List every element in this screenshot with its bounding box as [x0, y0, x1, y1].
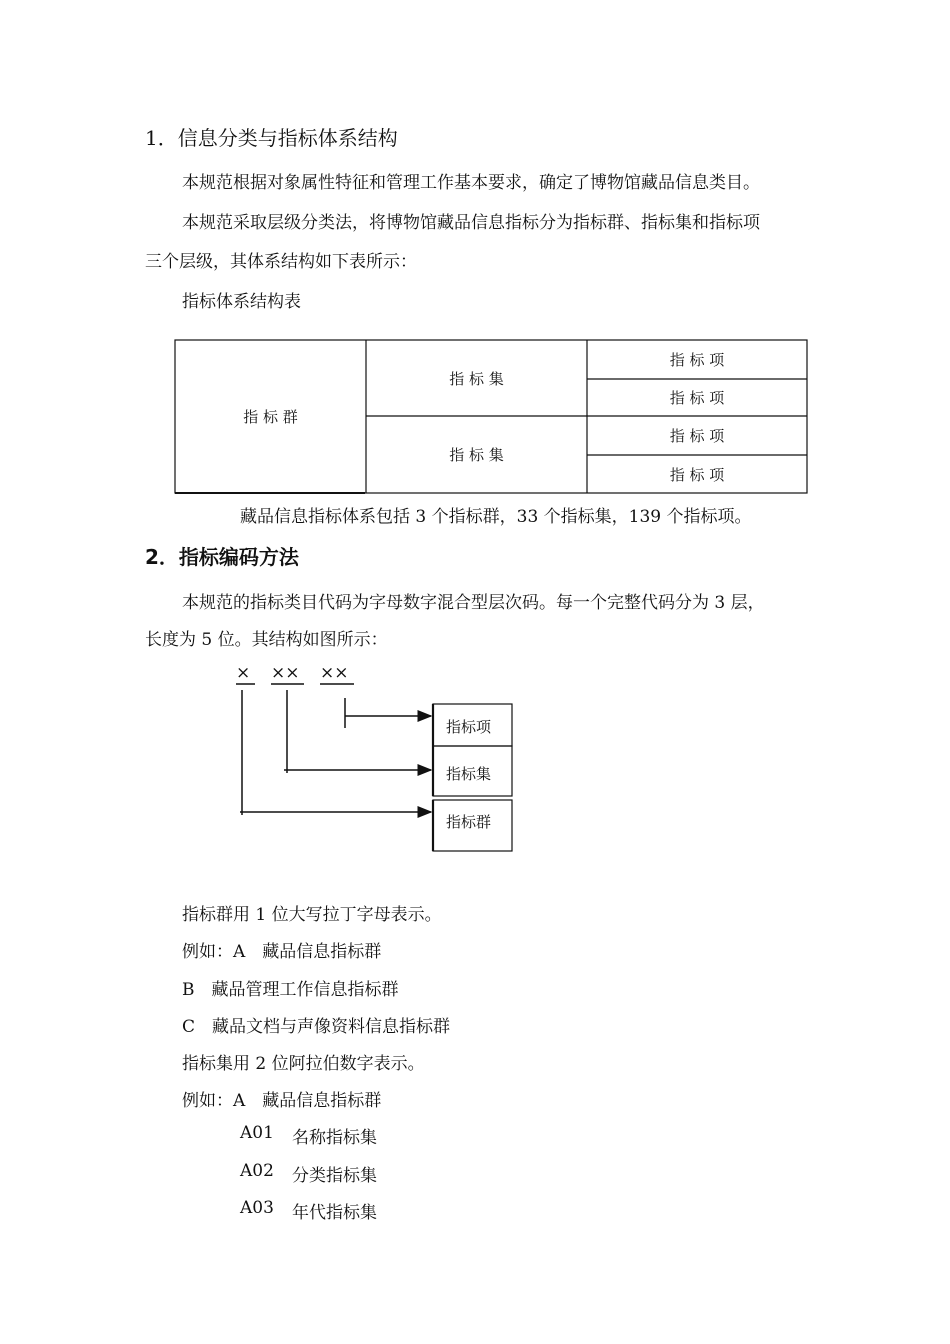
cell-text: 指 标 项 [669, 351, 725, 369]
text-line: B 藏品管理工作信息指标群 [182, 980, 399, 1000]
text-line: 指标集用 2 位阿拉伯数字表示。 [182, 1054, 425, 1074]
example-name: 年代指标集 [292, 1203, 377, 1223]
text-line: C 藏品文档与声像资料信息指标群 [182, 1017, 451, 1037]
summary-text: 藏品信息指标体系包括 3 个指标群，33 个指标集，139 个指标项。 [240, 507, 752, 527]
paragraph: 本规范根据对象属性特征和管理工作基本要求，确定了博物馆藏品信息类目。 [182, 173, 760, 193]
paragraph: 本规范的指标类目代码为字母数字混合型层次码。每一个完整代码分为 3 层， [182, 593, 765, 613]
section-1-heading: 1．信息分类与指标体系结构 [145, 126, 398, 150]
cell-text: 指 标 项 [669, 465, 725, 484]
paragraph: 三个层级，其体系结构如下表所示： [145, 252, 417, 272]
cell-text: 指 标 项 [669, 389, 725, 407]
code-part-1: × [236, 663, 251, 683]
box-label-set: 指标集 [446, 765, 492, 783]
cell-text: 指 标 集 [449, 369, 504, 388]
example-name: 名称指标集 [292, 1128, 377, 1148]
cell-text: 指 标 项 [669, 427, 725, 445]
cell-text: 指 标 群 [243, 408, 298, 426]
box-label-group: 指标群 [446, 813, 492, 831]
section-2-heading: 2．指标编码方法 [145, 545, 299, 569]
code-part-2: ×× [271, 663, 300, 683]
paragraph: 长度为 5 位。其结构如图所示： [145, 630, 388, 650]
text-line: 例如：A 藏品信息指标群 [182, 1091, 382, 1111]
example-code: A03 [240, 1198, 274, 1218]
box-label-item: 指标项 [446, 718, 492, 736]
cell-text: 指 标 集 [449, 446, 504, 464]
table-caption: 指标体系结构表 [182, 292, 301, 312]
paragraph: 本规范采取层级分类法，将博物馆藏品信息指标分为指标群、指标集和指标项 [182, 213, 760, 233]
example-code: A01 [240, 1123, 274, 1143]
example-name: 分类指标集 [292, 1166, 377, 1186]
text-line: 指标群用 1 位大写拉丁字母表示。 [182, 905, 442, 925]
code-part-3: ×× [320, 663, 349, 683]
example-code: A02 [240, 1161, 274, 1181]
text-line: 例如：A 藏品信息指标群 [182, 942, 382, 962]
